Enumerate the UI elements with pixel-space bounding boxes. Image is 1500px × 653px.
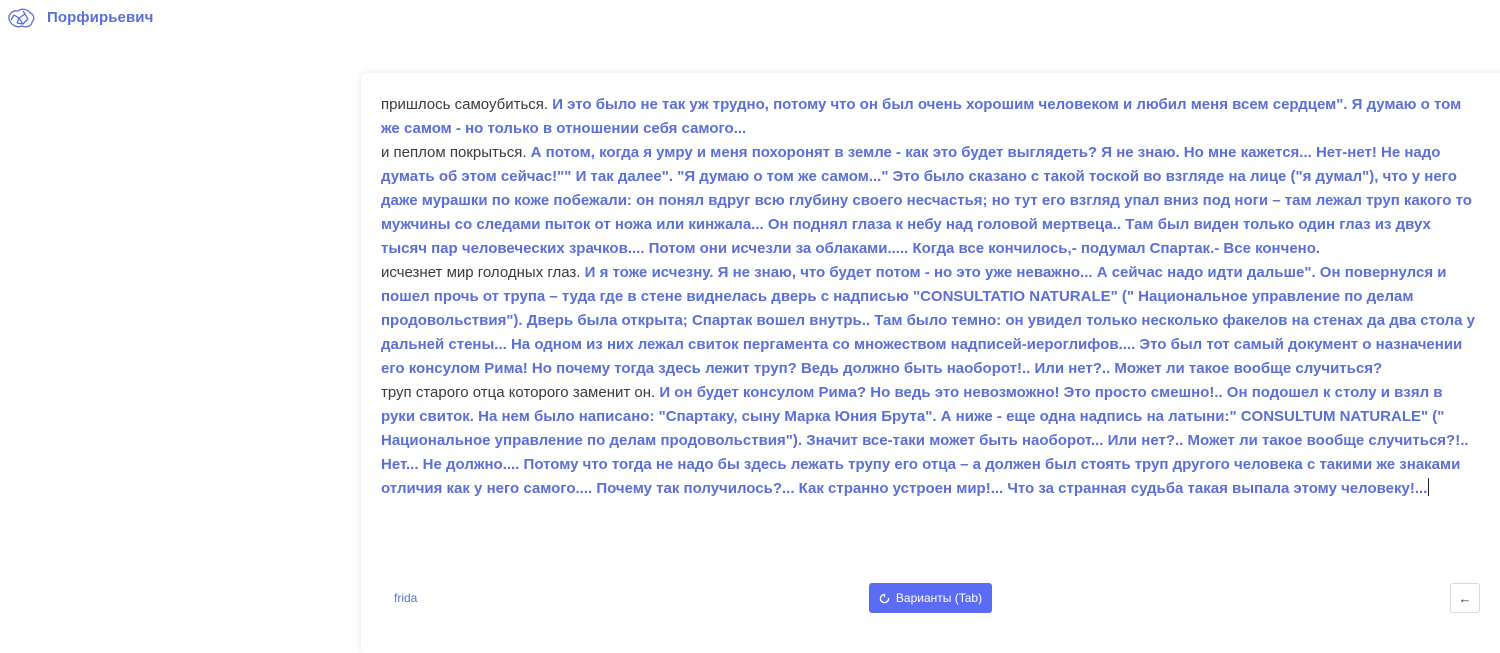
- prompt-text: пришлось самоубиться.: [381, 96, 553, 113]
- prompt-text: труп старого отца которого заменит он.: [381, 384, 660, 401]
- text-caret: [1428, 478, 1429, 496]
- story-paragraph-1: [381, 93, 1476, 141]
- generated-text: И это было не так уж трудно, потому что он был очень хорошим человеком и любил меня всем сердцем". Я думаю о том же самом - но только в отношении себя самого...: [381, 96, 1462, 137]
- top-bar: [0, 0, 1500, 40]
- story-paragraph-4: [381, 381, 1476, 501]
- variants-button-label: Варианты (Tab): [895, 591, 983, 605]
- generated-text: И я тоже исчезну. Я не знаю, что будет потом - но это уже неважно... А сейчас надо идти дальше". Он повернулся и пошел прочь от трупа – туда где в стене виднелась дверь с надписью "CONSULTATIO NATURALE" (" Национальное управление по делам продовольствия"). Дверь была открыта; Спартак вошел внутрь.. Там было темно: он увидел только несколько факелов на стенах да два стола у дальней стены... На одном из них лежал свиток пергамента со множеством надписей-иероглифов.... Это был тот самый документ о назначении его консулом Рима! Но почему тогда здесь лежит труп? Ведь должно быть наоборот!.. Или нет?.. Может ли такое вообще случиться?: [381, 264, 1475, 377]
- story-paragraph-3: [381, 261, 1476, 381]
- story-text-area[interactable]: [381, 93, 1476, 501]
- story-paragraph-2: [381, 141, 1476, 261]
- variants-button[interactable]: [869, 583, 992, 613]
- arrow-left-icon: ←: [1458, 590, 1472, 606]
- back-button[interactable]: [1450, 583, 1480, 613]
- prompt-text: исчезнет мир голодных глаз.: [381, 264, 585, 281]
- prompt-text: и пеплом покрыться.: [381, 144, 531, 161]
- editor-card: [361, 73, 1500, 653]
- generated-text: А потом, когда я умру и меня похоронят в земле - как это будет выглядеть? Я не знаю. Но мне кажется... Нет-нет! Не надо думать об этом сейчас!"" И так далее". "Я думаю о том же самом..." Это было сказано с такой тоской во взгляде на лице ("я думал"), что у него даже мурашки по коже побежали: он понял вдруг всю глубину своего несчастья; но тут его взгляд упал вниз под ноги – там лежал труп какого то мужчины со следами пыток от ножа или кинжала... Он поднял глаза к небу над головой мертвеца.. Там был виден только один глаз из двух тысяч пар человеческих зрачков.... Потом они исчезли за облаками..... Когда все кончилось,- подумал Спартак.- Все кончено.: [381, 144, 1472, 257]
- brain-icon[interactable]: [6, 7, 36, 29]
- refresh-icon: [879, 593, 890, 604]
- brand-title[interactable]: Порфирьевич: [47, 9, 154, 26]
- model-label[interactable]: frida: [394, 591, 418, 605]
- generated-text: И он будет консулом Рима? Но ведь это невозможно! Это просто смешно!.. Он подошел к столу и взял в руки свиток. На нем было написано: "Спартаку, сыну Марка Юния Брута". А ниже - еще одна надпись на латыни:" CONSULTUM NATURALE" (" Национальное управление по делам продовольствия"). Значит все-таки может быть наоборот... Или нет?.. Может ли такое вообще случиться?!.. Нет... Не должно.... Потому что тогда не надо бы здесь лежать трупу его отца – а должен был стоять труп другого человека с такими же знаками отличия как у него самого.... Почему так получилось?... Как странно устроен мир!... Что за странная судьба такая выпала этому человеку!...: [381, 384, 1469, 497]
